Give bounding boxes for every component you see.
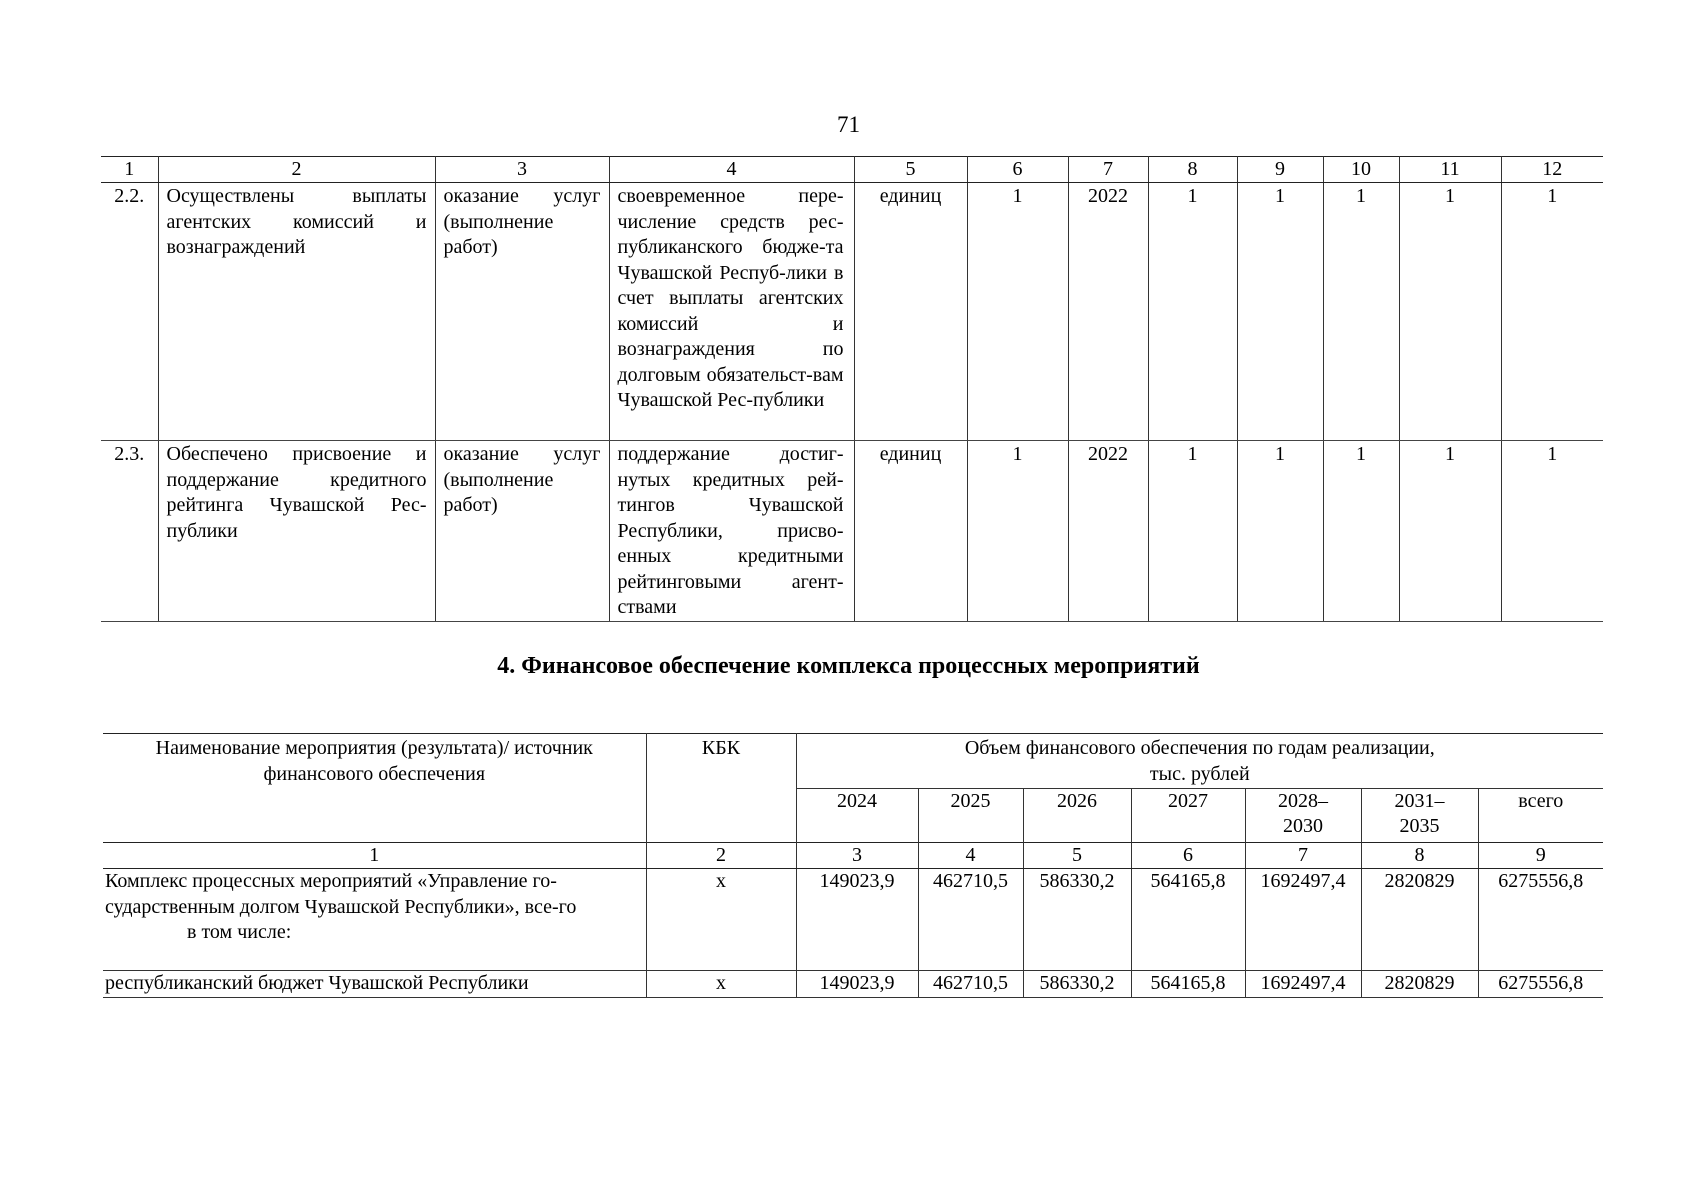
year-header: 2031–2035 [1361, 788, 1478, 843]
value-cell: 149023,9 [796, 971, 918, 998]
column-number: 8 [1148, 157, 1237, 183]
year-header: 2025 [918, 788, 1023, 843]
row-number: 2.2. [101, 183, 158, 441]
column-number: 6 [1131, 843, 1245, 869]
value-cell: 2820829 [1361, 869, 1478, 971]
table-row [101, 441, 1603, 622]
year-header: 2027 [1131, 788, 1245, 843]
column-number: 4 [609, 157, 854, 183]
measure-name: республиканский бюджет Чувашской Республики [103, 971, 646, 998]
value-cell: 149023,9 [796, 869, 918, 971]
unit: единиц [854, 183, 967, 441]
result-description: поддержание достиг-нутых кредитных рей-тингов Чувашской Республики, присво-енных кредитными рейтинговыми агент-ствами [609, 441, 854, 622]
column-number: 3 [435, 157, 609, 183]
value-cell: 1 [1501, 441, 1603, 622]
section-title: 4. Финансовое обеспечение комплекса процессных мероприятий [497, 653, 1200, 679]
base-year: 2022 [1068, 183, 1148, 441]
page-number: 71 [837, 112, 860, 137]
column-number: 3 [796, 843, 918, 869]
kbk-cell: х [646, 869, 796, 971]
indicators-table [101, 156, 1603, 622]
value-cell: 564165,8 [1131, 971, 1245, 998]
column-header-kbk: КБК [646, 734, 796, 843]
year-header: 2028–2030 [1245, 788, 1361, 843]
base-year: 2022 [1068, 441, 1148, 622]
result-type: оказание услуг (выполнение работ) [435, 183, 609, 441]
column-header-name: Наименование мероприятия (результата)/ источник финансового обеспечения [103, 734, 646, 843]
kbk-cell: х [646, 971, 796, 998]
value-cell: 586330,2 [1023, 869, 1131, 971]
result-description: своевременное пере-числение средств рес-публиканского бюдже-та Чувашской Респуб-лики в счет выплаты агентских комиссий и вознаграждения по долговым обязательст-вам Чувашской Рес-публики [609, 183, 854, 441]
value-cell: 1692497,4 [1245, 869, 1361, 971]
measure-name-cell [103, 869, 646, 971]
column-number: 1 [101, 157, 158, 183]
column-number-row [101, 157, 1603, 183]
base-value: 1 [967, 183, 1068, 441]
table-row [103, 869, 1603, 971]
column-number: 6 [967, 157, 1068, 183]
value-cell: 1 [1501, 183, 1603, 441]
column-number: 9 [1237, 157, 1323, 183]
value-cell: 1 [1323, 441, 1399, 622]
value-cell: 1 [1237, 183, 1323, 441]
value-cell: 1 [1237, 441, 1323, 622]
value-cell: 1 [1148, 183, 1237, 441]
column-number: 7 [1068, 157, 1148, 183]
column-number: 4 [918, 843, 1023, 869]
value-cell: 1692497,4 [1245, 971, 1361, 998]
column-number: 7 [1245, 843, 1361, 869]
value-cell: 1 [1399, 183, 1501, 441]
result-type: оказание услуг (выполнение работ) [435, 441, 609, 622]
column-number: 5 [1023, 843, 1131, 869]
column-number: 11 [1399, 157, 1501, 183]
value-cell: 6275556,8 [1478, 971, 1603, 998]
value-cell: 6275556,8 [1478, 869, 1603, 971]
column-number-row [103, 843, 1603, 869]
column-number: 2 [646, 843, 796, 869]
value-cell: 1 [1399, 441, 1501, 622]
including-note: в том числе: [187, 921, 292, 943]
value-cell: 1 [1323, 183, 1399, 441]
value-cell: 462710,5 [918, 869, 1023, 971]
financing-table [103, 733, 1603, 998]
column-number: 10 [1323, 157, 1399, 183]
value-cell: 564165,8 [1131, 869, 1245, 971]
column-number: 12 [1501, 157, 1603, 183]
column-number: 8 [1361, 843, 1478, 869]
column-number: 5 [854, 157, 967, 183]
unit: единиц [854, 441, 967, 622]
value-cell: 2820829 [1361, 971, 1478, 998]
column-number: 2 [158, 157, 435, 183]
column-number: 9 [1478, 843, 1603, 869]
table-row [103, 971, 1603, 998]
column-number: 1 [103, 843, 646, 869]
value-cell: 462710,5 [918, 971, 1023, 998]
table-row [101, 183, 1603, 441]
result-name: Обеспечено присвоение и поддержание кредитного рейтинга Чувашской Рес-публики [158, 441, 435, 622]
year-header: всего [1478, 788, 1603, 843]
column-header-volume: Объем финансового обеспечения по годам реализации, тыс. рублей [796, 734, 1603, 789]
result-name: Осуществлены выплаты агентских комиссий и вознаграждений [158, 183, 435, 441]
year-header: 2024 [796, 788, 918, 843]
measure-name: Комплекс процессных мероприятий «Управление го-сударственным долгом Чувашской Республики», все-го [105, 870, 577, 918]
year-header: 2026 [1023, 788, 1131, 843]
row-number: 2.3. [101, 441, 158, 622]
value-cell: 586330,2 [1023, 971, 1131, 998]
value-cell: 1 [1148, 441, 1237, 622]
base-value: 1 [967, 441, 1068, 622]
header-row [103, 734, 1603, 789]
